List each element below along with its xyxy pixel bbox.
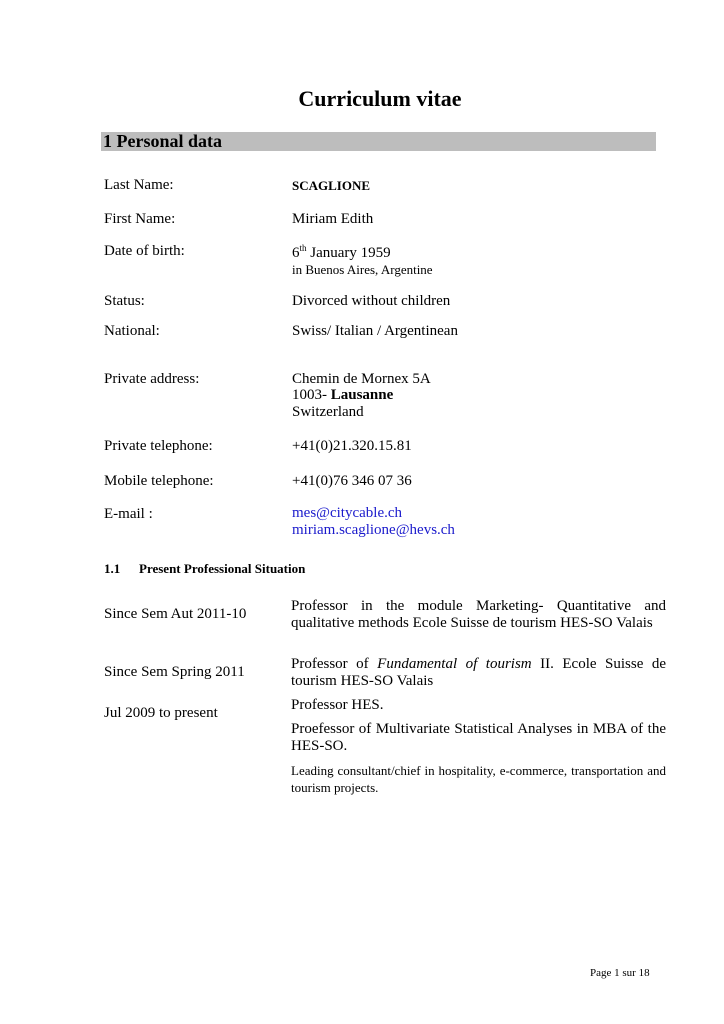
email-link-1[interactable]: mes@citycable.ch [292,505,403,521]
situation-text-1: Professor in the module Marketing- Quantitative and qualitative methods Ecole Suisse de tourism HES-SO Valais [291,598,666,631]
telephone-label: Private telephone: [104,438,213,454]
dob-day: 6 [292,245,300,261]
page-title: Curriculum vitae [298,86,462,111]
period-3: Jul 2009 to present [104,705,218,721]
dob-suffix: th [299,243,307,253]
situation-text-3b: Proefessor of Multivariate Statistical Analyses in MBA of the HES-SO. [291,721,666,754]
subsection-title: Present Professional Situation [139,561,306,576]
address-zip: 1003- [292,387,331,403]
address-label: Private address: [104,371,200,387]
last-name-value: SCAGLIONE [292,178,371,193]
address-line2 [292,387,393,404]
situation-text-2-b: II. Ecole Suisse de tourism HES-SO Valais [291,656,667,689]
subsection-number: 1.1 [104,561,121,576]
national-value: Swiss/ Italian / Argentinean [292,323,458,339]
page-number: Page 1 sur 18 [590,967,650,979]
situation-text-2-a: Professor of [291,656,378,672]
situation-text-2-italic: Fundamental of tourism [377,656,532,672]
email-link-2[interactable]: miriam.scaglione@hevs.ch [292,522,455,538]
email-label: E-mail : [104,506,153,522]
dob-value [292,243,391,262]
situation-text-3a: Professor HES. [291,697,384,713]
situation-text-3c: Leading consultant/chief in hospitality, e-commerce, transportation and tourism projects. [291,763,666,795]
dob-rest: January 1959 [306,245,391,261]
mobile-value: +41(0)76 346 07 36 [292,473,412,489]
first-name-label: First Name: [104,211,176,227]
first-name-value: Miriam Edith [292,211,374,227]
section-title: 1 Personal data [103,131,222,151]
address-line1: Chemin de Mornex 5A [292,371,431,387]
status-value: Divorced without children [292,293,451,309]
address-city: Lausanne [330,387,394,403]
address-country: Switzerland [292,404,364,420]
period-1: Since Sem Aut 2011-10 [104,606,247,622]
birthplace-value: in Buenos Aires, Argentine [292,262,433,277]
national-label: National: [104,323,160,339]
subsection-heading [104,561,305,577]
mobile-label: Mobile telephone: [104,473,214,489]
last-name-label: Last Name: [104,177,174,193]
telephone-value: +41(0)21.320.15.81 [292,438,412,454]
dob-label: Date of birth: [104,243,185,259]
period-2: Since Sem Spring 2011 [104,664,245,680]
situation-text-2 [291,656,666,690]
status-label: Status: [104,293,145,309]
